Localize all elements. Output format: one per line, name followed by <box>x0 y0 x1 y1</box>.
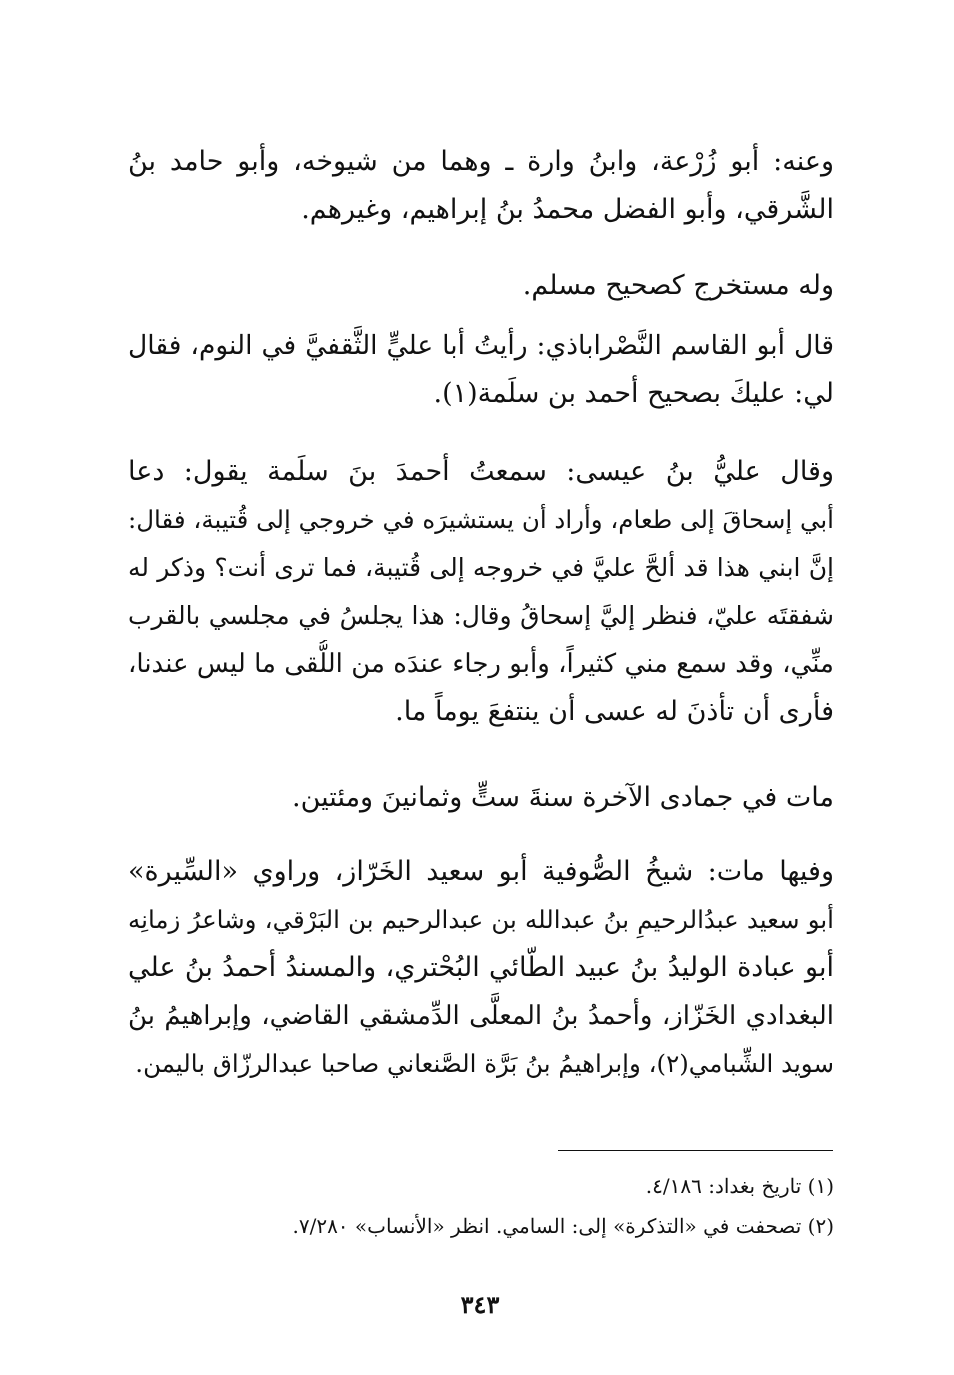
text-line: وله مستخرج كصحيح مسلم. <box>522 270 834 301</box>
text-line: إنَّ ابني هذا قد ألحَّ عليَّ في خروجه إلى قُتيبة، فما ترى أنت؟ وذكر له <box>128 553 834 582</box>
page-number: ٣٤٣ <box>460 1290 500 1319</box>
text-line: فأرى أن تأذنَ له عسى أن ينتفعَ يوماً ما. <box>395 696 834 727</box>
text-line: أبي إسحاقَ إلى طعام، وأراد أن يستشيرَه في خروجي إلى قُتيبة، فقال: <box>128 505 834 534</box>
text-line: سويد الشِّبامي(٢)، وإبراهيمُ بنُ بَرَّة الصَّنعاني صاحبا عبدالرزّاق باليمن. <box>135 1049 834 1078</box>
text-line: منِّي، وقد سمع مني كثيراً، وأبو رجاء عندَه من اللُّقى ما ليس عندنا، <box>128 649 834 679</box>
paragraph-dream <box>128 322 834 418</box>
footnote-1: (١) تاريخ بغداد: ٤/١٨٦. <box>645 1174 834 1198</box>
text-line: مات في جمادى الآخرة سنةَ ستٍّ وثمانينَ ومئتين. <box>292 782 834 813</box>
footnote-divider <box>558 1150 833 1151</box>
text-line: وفيها مات: شيخُ الصُّوفية أبو سعيد الخَرّاز، وراوي «السِّيرة» <box>128 856 834 887</box>
paragraph-death <box>128 774 834 822</box>
text-line: البغدادي الخَزّاز، وأحمدُ بنُ المعلَّى الدِّمشقي القاضي، وإبراهيمُ بنُ <box>128 1001 834 1031</box>
footnotes <box>230 1166 834 1246</box>
footnote-2: (٢) تصحفت في «التذكرة» إلى: السامي. انظر «الأنساب» ٧/٢٨٠. <box>292 1214 834 1238</box>
paragraph-students <box>128 138 834 234</box>
text-line: أبو عبادة الوليدُ بنُ عبيد الطّائي البُحْتري، والمسندُ أحمدُ بنُ علي <box>128 952 834 983</box>
text-line: وعنه: أبو زُرْعة، وابنُ وارة ـ وهما من شيوخه، وأبو حامد بنُ <box>128 146 834 177</box>
text-line: أبو سعيد عبدُالرحيمِ بنُ عبدالله بن عبدالرحيم بن البَرْقي، وشاعرُ زمانِه <box>128 905 834 934</box>
text-line: وقال عليُّ بنُ عيسى: سمعتُ أحمدَ بنَ سلَمة يقول: دعا <box>128 456 834 487</box>
paragraph-mustakhraj <box>128 262 834 310</box>
text-line: قال أبو القاسم النَّصْراباذي: رأيتُ أبا عليٍّ الثَّقفيَّ في النوم، فقال <box>128 330 834 361</box>
text-line: الشَّرقي، وأبو الفضل محمدُ بنُ إبراهيم، وغيرهم. <box>301 194 834 225</box>
text-line: لي: عليكَ بصحيح أحمد بن سلَمة(١). <box>433 378 834 409</box>
paragraph-narration <box>128 448 834 736</box>
text-line: شفقتَه عليّ، فنظر إليَّ إسحاقُ وقال: هذا يجلسُ في مجلسي بالقرب <box>128 601 834 630</box>
paragraph-deaths-that-year <box>128 848 834 1088</box>
